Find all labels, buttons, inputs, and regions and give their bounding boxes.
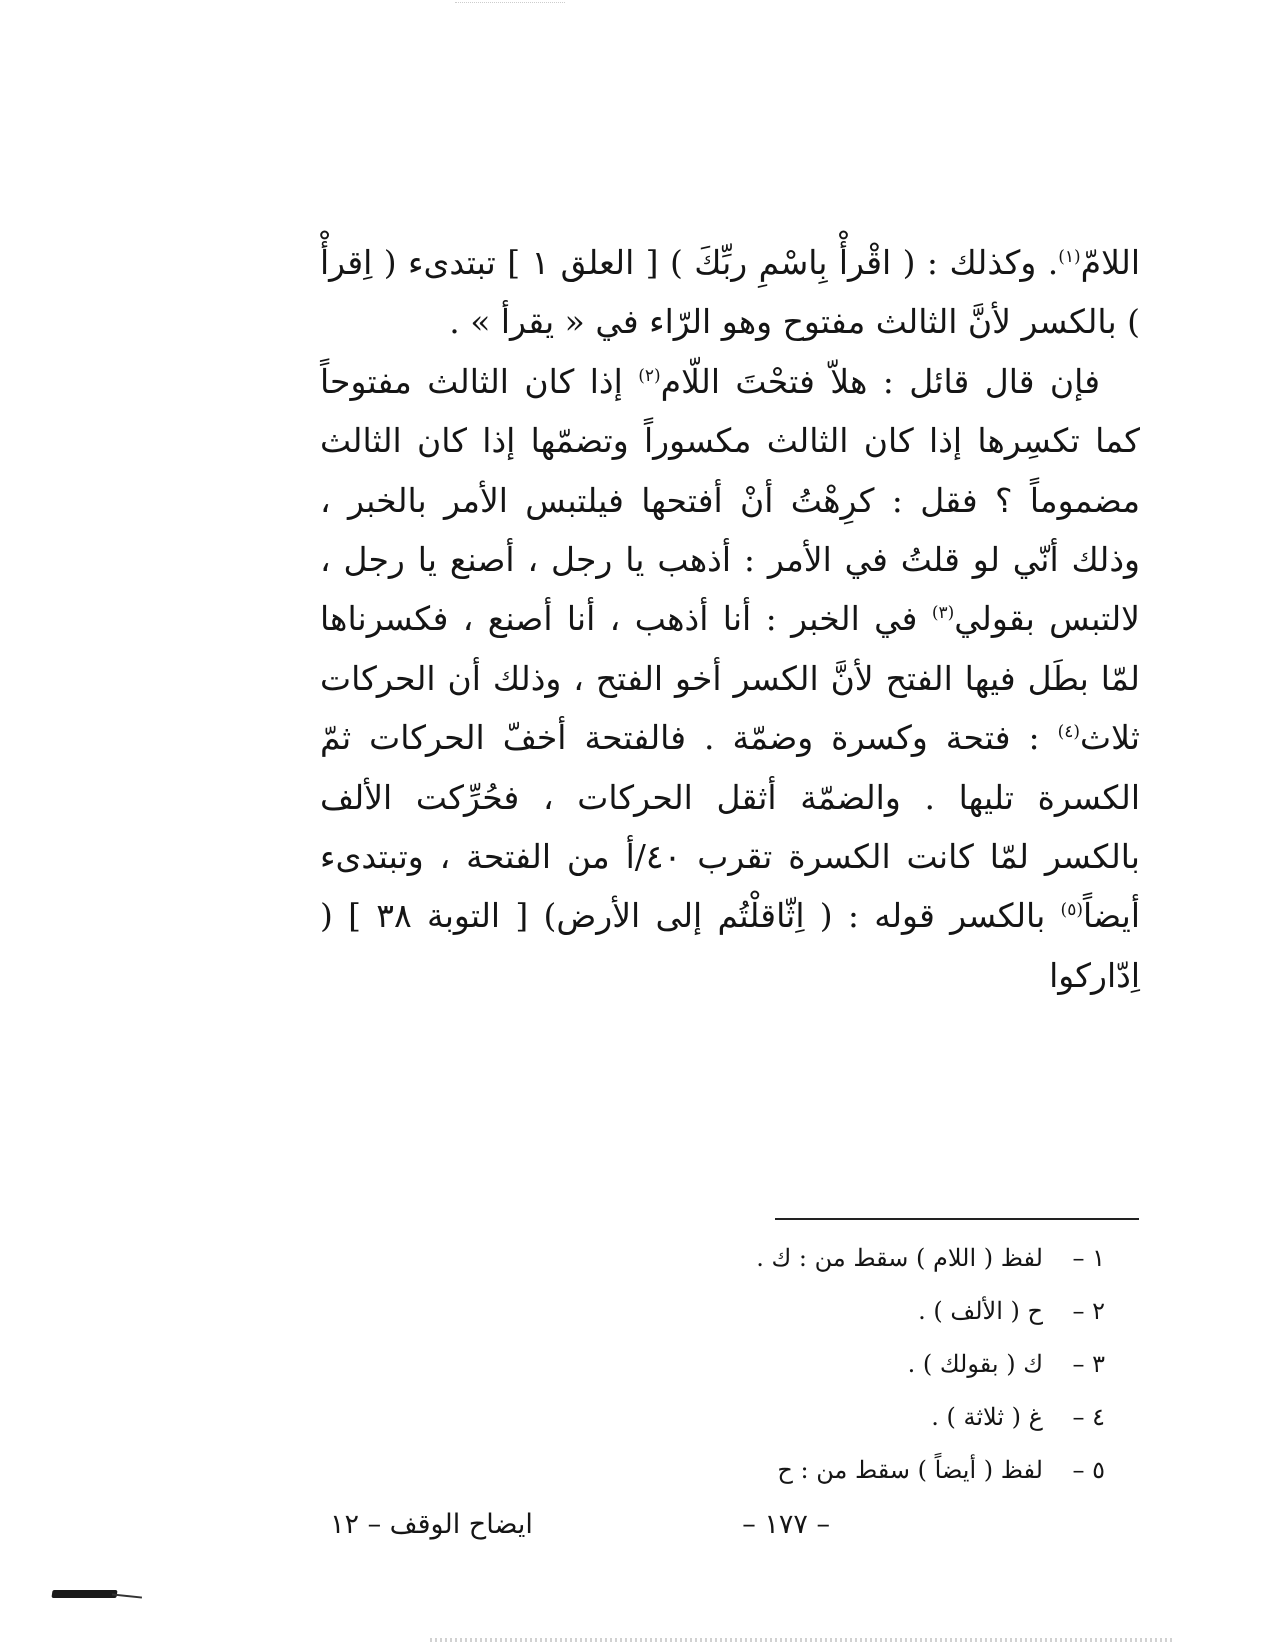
body-paragraph	[320, 233, 1140, 352]
footnote-reference: (٢)	[638, 365, 661, 386]
footnote-reference: (١)	[1058, 247, 1081, 267]
footnote-number: ٢ –	[1072, 1297, 1105, 1325]
text-run: إذا كان الثالث مفتوحاً كما تكسِرها إذا كان الثالث مكسوراً وتضمّها إذا كان الثالث مضموماً ؟ فقل : كرِهْتُ أنْ أفتحها فيلتبس الأمر بالخبر ، وذلك أنّي لو قلتُ في الأمر : أذهب يا رجل ، أصنع يا رجل ، لالتبس بقولي	[320, 361, 1141, 639]
page-number: – ١٧٧ –	[742, 1509, 830, 1540]
footnote-number: ٣ –	[1072, 1350, 1105, 1378]
scan-edge-noise	[430, 1638, 1175, 1642]
running-title: ايضاح الوقف – ١٢	[330, 1509, 533, 1540]
text-run: : فتحة وكسرة وضمّة . فالفتحة أخفّ الحركات ثمّ الكسرة تليها . والضمّة أثقل الحركات ، فحُرِّكت الألف بالكسر لمّا كانت الكسرة تقرب ٤٠/أ من الفتحة ، وتبتدىء أيضاً	[320, 718, 1140, 936]
footnote-number: ١ –	[1072, 1244, 1105, 1272]
footnote-text: غ ( ثلاثة ) .	[931, 1403, 1043, 1431]
footnote	[560, 1391, 1105, 1444]
footnote-text: لفظ ( أيضاً ) سقط من : ح	[777, 1456, 1043, 1484]
text-run: اللامّ	[1080, 243, 1140, 282]
scan-mark	[51, 1590, 117, 1598]
footnote-text: ح ( الألف ) .	[918, 1297, 1043, 1325]
footnote-separator	[775, 1218, 1139, 1220]
text-run: بالكسر قوله : ( اِثّاقلْتُم إلى الأرض) [ التوبة ٣٨ ] ( اِدّاركوا	[320, 896, 1140, 995]
footnote-text: ك ( بقولك ) .	[907, 1350, 1043, 1378]
page-footer	[330, 1505, 830, 1545]
text-run: فإن قال قائل : هلاّ فتحْتَ اللّام	[660, 361, 1100, 401]
footnote	[560, 1338, 1105, 1391]
main-text	[320, 233, 1140, 1005]
text-run: . وكذلك : ( اقْرأْ بِاسْمِ ربِّكَ ) [ العلق ١ ] تبتدىء ( اِقرأْ ) بالكسر لأنَّ الثالث مفتوح وهو الرّاء في « يقرأ » .	[320, 243, 1140, 342]
footnotes	[560, 1232, 1105, 1497]
footnote-text: لفظ ( اللام ) سقط من : ك .	[756, 1244, 1043, 1272]
footnote-number: ٥ –	[1072, 1456, 1105, 1484]
footnote-number: ٤ –	[1072, 1403, 1105, 1431]
body-paragraph	[320, 352, 1140, 1005]
footnote	[560, 1444, 1105, 1497]
footnote	[560, 1285, 1105, 1338]
footnote-reference: (٥)	[1060, 900, 1083, 921]
footnote-reference: (٣)	[931, 603, 955, 624]
scan-specks-top	[455, 2, 565, 11]
text-run: في الخبر : أنا أذهب ، أنا أصنع ، فكسرناها لمّا بطَل فيها الفتح لأنَّ الكسر أخو الفتح ، وذلك أن الحركات ثلاث	[320, 599, 1140, 758]
footnote	[560, 1232, 1105, 1285]
scan-mark-tail	[112, 1593, 142, 1598]
footnote-reference: (٤)	[1057, 722, 1081, 743]
